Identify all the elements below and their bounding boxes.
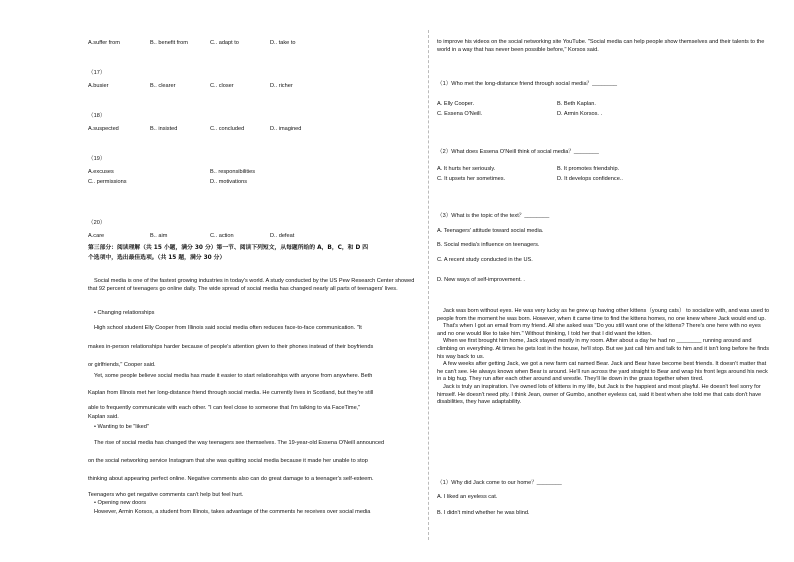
q18-option-a: A.suspected <box>88 126 119 132</box>
q19-number: （19） <box>88 156 106 162</box>
passage-2 <box>437 308 771 407</box>
passage-paragraph: Jack is truly an inspiration. I've owned lots of kittens in my life, but Jack is the happiest and most playful. He doesn't feel sorry for himself. He doesn't need pity. I think Jean, owner of Gumbo, another eyeless cat, said it best when she told me that cats don't have disabilities, they have adaptability. <box>437 383 762 406</box>
q16-option-b: B.. benefit from <box>150 40 188 46</box>
question-4-stem: （1）Why did Jack come to our home？________ <box>437 480 562 486</box>
passage-paragraph: That's when I got an email from my friend. All she asked was "Do you still want one of the kittens? There's one here with no eyes and no one would like to take him." Without thinking, I told her that I did want the kitten. <box>437 323 761 337</box>
q16-option-a: A.suffer from <box>88 40 120 46</box>
q17-option-b: B.. clearer <box>150 83 176 89</box>
passage-line: Teenagers who get negative comments can't help but feel hurt. <box>88 492 244 498</box>
q18-number: （18） <box>88 113 106 119</box>
question-4-option-b: B. I didn't mind whether he was blind. <box>437 510 530 516</box>
question-2-stem: （2）What does Essena O'Neill think of social media？________ <box>437 149 599 155</box>
q19-option-c: C.. permissions <box>88 179 127 185</box>
passage-line: However, Armin Korsos, a student from Illinois, takes advantage of the comments he receives over social media <box>94 509 371 515</box>
q20-option-d: D.. defeat <box>270 233 295 239</box>
question-3-option-a: A. Teenagers' attitude toward social media. <box>437 228 544 234</box>
question-2-option-d: D. It develops confidence.. <box>557 176 623 182</box>
passage-paragraph: Social media is one of the fastest growing industries in today's world. A study conducted by the US Pew Research Center showed that 92 percent of teenagers go online daily. The wide spread of social media has changed nearly all parts of teenagers' lives. <box>88 278 415 292</box>
question-4-option-a: A. I liked an eyeless cat. <box>437 494 498 500</box>
q19-option-b: B.. responsibilities <box>210 169 256 175</box>
passage-line: Yet, some people believe social media has made it easier to start relationships with anyone from anywhere. Beth <box>94 373 373 379</box>
question-2-option-c: C. It upsets her sometimes. <box>437 176 506 182</box>
passage-line: makes in-person relationships harder because of people's attention given to their phones instead of their boyfriends <box>88 344 374 350</box>
question-3-option-d: D. New ways of self-improvement. . <box>437 277 525 283</box>
q20-option-b: B.. aim <box>150 233 168 239</box>
column-divider <box>428 30 429 540</box>
subheading-wanting-to-be-liked: • Wanting to be "liked" <box>94 424 149 430</box>
question-3-option-c: C. A recent study conducted in the US. <box>437 257 533 263</box>
q17-option-c: C.. closer <box>210 83 234 89</box>
passage-line: thinking about appearing perfect online. Negative comments also can do great damage to a teenager's self-esteem. <box>88 476 374 482</box>
q16-option-d: D.. take to <box>270 40 296 46</box>
question-2-option-a: A. It hurts her seriously. <box>437 166 496 172</box>
passage-line: or girlfriends," Cooper said. <box>88 362 156 368</box>
passage-line: on the social networking service Instagram that she was quitting social media because it made her unable to stop <box>88 458 368 464</box>
passage-continuation <box>437 39 767 54</box>
q18-option-b: B.. insisted <box>150 126 178 132</box>
passage-paragraph: to improve his videos on the social networking site YouTube. "Social media can help people show themselves and their talents to the world in a way that has never been possible before," Korsos said. <box>437 39 765 53</box>
question-1-option-c: C. Essena O'Neill. <box>437 111 483 117</box>
q20-number: （20） <box>88 220 106 226</box>
passage-line: The rise of social media has changed the way teenagers see themselves. The 19-year-old Essena O'Neill announced <box>94 440 385 446</box>
subheading-changing-relationships: • Changing relationships <box>94 310 155 316</box>
q17-option-d: D.. richer <box>270 83 293 89</box>
passage-line: High school student Elly Cooper from Illinois said social media often reduces face-to-face communication. "It <box>94 325 362 331</box>
q20-option-c: C.. action <box>210 233 234 239</box>
passage-paragraph: A few weeks after getting Jack, we got a new farm cat named Bear. Jack and Bear have become best friends. It doesn't matter that he can't see. He always knows when Bear is around. He'll run across the yard straight to Bear and wrap his front legs around his neck in a big hug. They run after each other around and wrestle. They'll lie down in the grass together when tired. <box>437 361 768 383</box>
passage-line: Kaplan said. <box>88 414 119 420</box>
section-heading-line-2: 个选项中，选出最佳选项。（共 15 题，满分 30 分） <box>88 255 226 261</box>
subheading-opening-new-doors: • Opening new doors <box>94 500 147 506</box>
question-1-stem: （1）Who met the long-distance friend through social media？________ <box>437 81 618 87</box>
q18-option-c: C.. concluded <box>210 126 245 132</box>
q17-option-a: A.busier <box>88 83 109 89</box>
q19-option-a: A.excuses <box>88 169 114 175</box>
passage-paragraph: Jack was born without eyes. He was very lucky as he grew up having other kittens（young cats） to socialize with, and was used to people from the moment he was born. However, when it came time to find the kittens homes, no one knew where Jack would end up. <box>437 308 770 322</box>
passage-line: able to frequently communicate with each other. "I can feel close to someone that I'm talking to via FaceTime," <box>88 405 361 411</box>
question-1-option-a: A. Elly Cooper. <box>437 101 474 107</box>
question-2-option-b: B. It promotes friendship. <box>557 166 620 172</box>
q18-option-d: D.. imagined <box>270 126 302 132</box>
question-3-option-b: B. Social media's influence on teenagers. <box>437 242 540 248</box>
question-1-option-d: D. Armin Korsos. . <box>557 111 603 117</box>
passage-line: Kaplan from Illinois met her long-distance friend through social media. He currently lives in Scotland, but they're still <box>88 390 374 396</box>
passage-paragraph: When we first brought him home, Jack stayed mostly in my room. After about a day he had no ________ running around and climbing on everything. At times he gets lost in the house, he'll stop. But we just call him and talk to him and it isn't long before he finds his way back to us. <box>437 338 770 360</box>
q16-option-c: C.. adapt to <box>210 40 239 46</box>
passage-intro <box>88 278 418 293</box>
q19-option-d: D.. motivations <box>210 179 247 185</box>
q17-number: （17） <box>88 70 106 76</box>
section-heading-line-1: 第三部分：阅读理解（共 15 小题，满分 30 分）第一节、阅读下列短文，从每题所给的 A，B，C，和 D 四 <box>88 245 369 251</box>
question-3-stem: （3）What is the topic of the text？________ <box>437 213 550 219</box>
question-1-option-b: B. Beth Kaplan. <box>557 101 596 107</box>
q20-option-a: A.care <box>88 233 105 239</box>
